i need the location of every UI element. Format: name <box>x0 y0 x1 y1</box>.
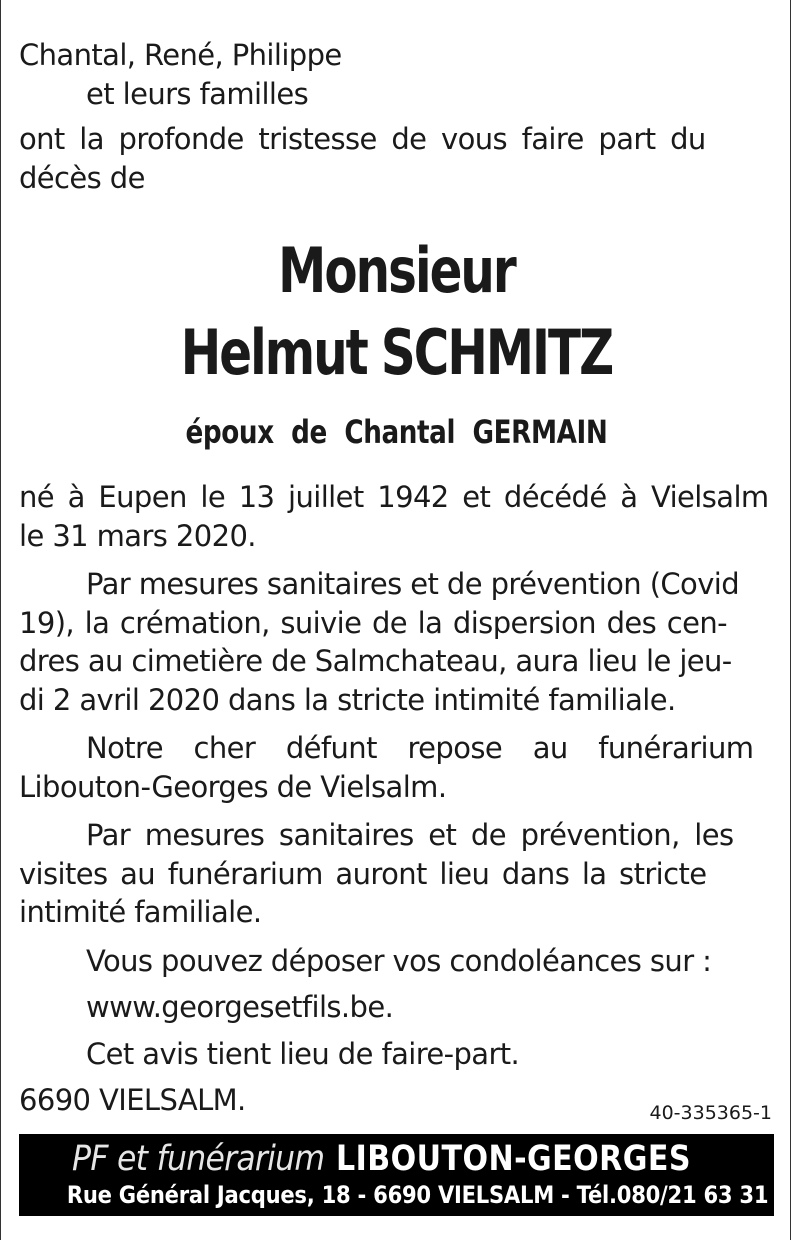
visits-line: visites au funérarium auront lieu dans la stricte <box>19 856 707 891</box>
notice-paragraph <box>19 1035 774 1074</box>
intro-section <box>19 36 774 198</box>
birth-death-paragraph <box>19 478 774 555</box>
deceased-first-name: Helmut <box>180 316 367 389</box>
details-section <box>19 478 774 1120</box>
funeral-home-name <box>19 1138 774 1180</box>
deceased-name <box>88 314 705 392</box>
cremation-line: 19), la crémation, suivie de la dispersion des cen- <box>19 605 727 640</box>
cremation-line: di 2 avril 2020 dans la stricte intimité familiale. <box>19 682 676 717</box>
deceased-title: Monsieur <box>278 234 515 307</box>
family-line: et leurs familles <box>86 77 309 111</box>
birth-death-line: né à Eupen le 13 juillet 1942 et décédé à Vielsalm <box>19 480 769 514</box>
website-link[interactable]: www.georgesetfils.be. <box>86 990 394 1024</box>
announcement-line: ont la profonde tristesse de vous faire part du <box>19 122 706 156</box>
spouse-last-name: GERMAIN <box>472 413 608 451</box>
reference-number: 40-335365-1 <box>649 1102 772 1124</box>
cremation-paragraph <box>19 565 774 719</box>
condolences-line: Vous pouvez déposer vos condoléances sur : <box>86 943 712 978</box>
visits-line: Par mesures sanitaires et de prévention, les <box>86 818 734 852</box>
spouse-line <box>72 410 721 454</box>
cremation-line: dres au cimetière de Salmchateau, aura lieu le jeu- <box>19 644 732 678</box>
location-line: 6690 VIELSALM. <box>19 1083 246 1117</box>
funeral-home-type: PF et funérarium <box>72 1139 325 1179</box>
notice-line: Cet avis tient lieu de faire-part. <box>86 1036 520 1071</box>
deceased-last-name: SCHMITZ <box>380 316 613 389</box>
repose-line: Notre cher défunt repose au funérarium <box>86 731 754 765</box>
spouse-de: de <box>291 413 327 451</box>
website-paragraph <box>19 988 774 1027</box>
announcement-line: décès de <box>19 161 145 195</box>
repose-paragraph <box>19 729 774 806</box>
funeral-home-address-row <box>19 1180 774 1210</box>
visits-paragraph <box>19 816 774 932</box>
funeral-home-brand: LIBOUTON-GEORGES <box>335 1139 691 1179</box>
birth-death-line: le 31 mars 2020. <box>19 518 256 553</box>
spouse-first-name: Chantal <box>344 413 456 451</box>
funeral-home-address: Rue Général Jacques, 18 - 6690 VIELSALM - Tél.080/21 63 31 <box>66 1181 769 1209</box>
cremation-line: Par mesures sanitaires et de prévention (Covid <box>86 567 740 601</box>
visits-line: intimité familiale. <box>19 895 262 929</box>
spouse-prefix: époux <box>185 413 274 451</box>
funeral-home-banner <box>19 1134 774 1216</box>
repose-line: Libouton-Georges de Vielsalm. <box>19 769 447 804</box>
condolences-paragraph <box>19 942 774 981</box>
family-line: Chantal, René, Philippe <box>19 38 342 72</box>
